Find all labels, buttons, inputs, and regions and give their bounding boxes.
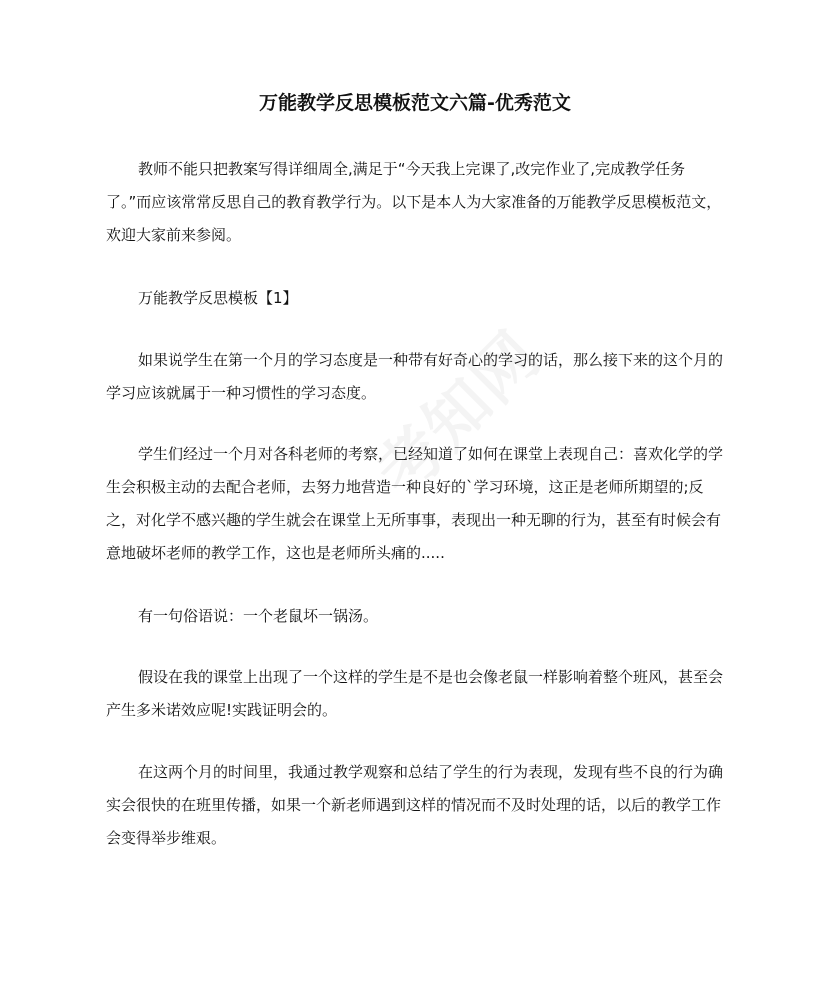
paragraph: 有一句俗语说：一个老鼠坏一锅汤。 <box>138 607 379 625</box>
document-title: 万能教学反思模板范文六篇-优秀范文 <box>259 92 571 114</box>
paragraph: 学生们经过一个月对各科老师的考察，已经知道了如何在课堂上表现自己：喜欢化学的学生会积极主动的去配合老师，去努力地营造一种良好的`学习环境，这正是老师所期望的;反之，对化学不感兴趣的学生就会在课堂上无所事事，表现出一种无聊的行为，甚至有时候会有意地破坏老师的教学工作，这也是老师所头痛的..... <box>106 445 724 562</box>
paragraph: 在这两个月的时间里，我通过教学观察和总结了学生的行为表现，发现有些不良的行为确实会很快的在班里传播，如果一个新老师遇到这样的情况而不及时处理的话，以后的教学工作会变得举步维艰。 <box>106 763 724 847</box>
paragraph: 假设在我的课堂上出现了一个这样的学生是不是也会像老鼠一样影响着整个班风，甚至会产生多米诺效应呢!实践证明会的。 <box>106 668 724 719</box>
paragraph-intro: 教师不能只把教案写得详细周全,满足于“今天我上完课了,改完作业了,完成教学任务了。”而应该常常反思自己的教育教学行为。以下是本人为大家准备的万能教学反思模板范文，欢迎大家前来参阅。 <box>106 160 722 244</box>
paragraph: 如果说学生在第一个月的学习态度是一种带有好奇心的学习的话，那么接下来的这个月的学习应该就属于一种习惯性的学习态度。 <box>106 351 724 402</box>
section-heading: 万能教学反思模板【1】 <box>138 289 298 307</box>
